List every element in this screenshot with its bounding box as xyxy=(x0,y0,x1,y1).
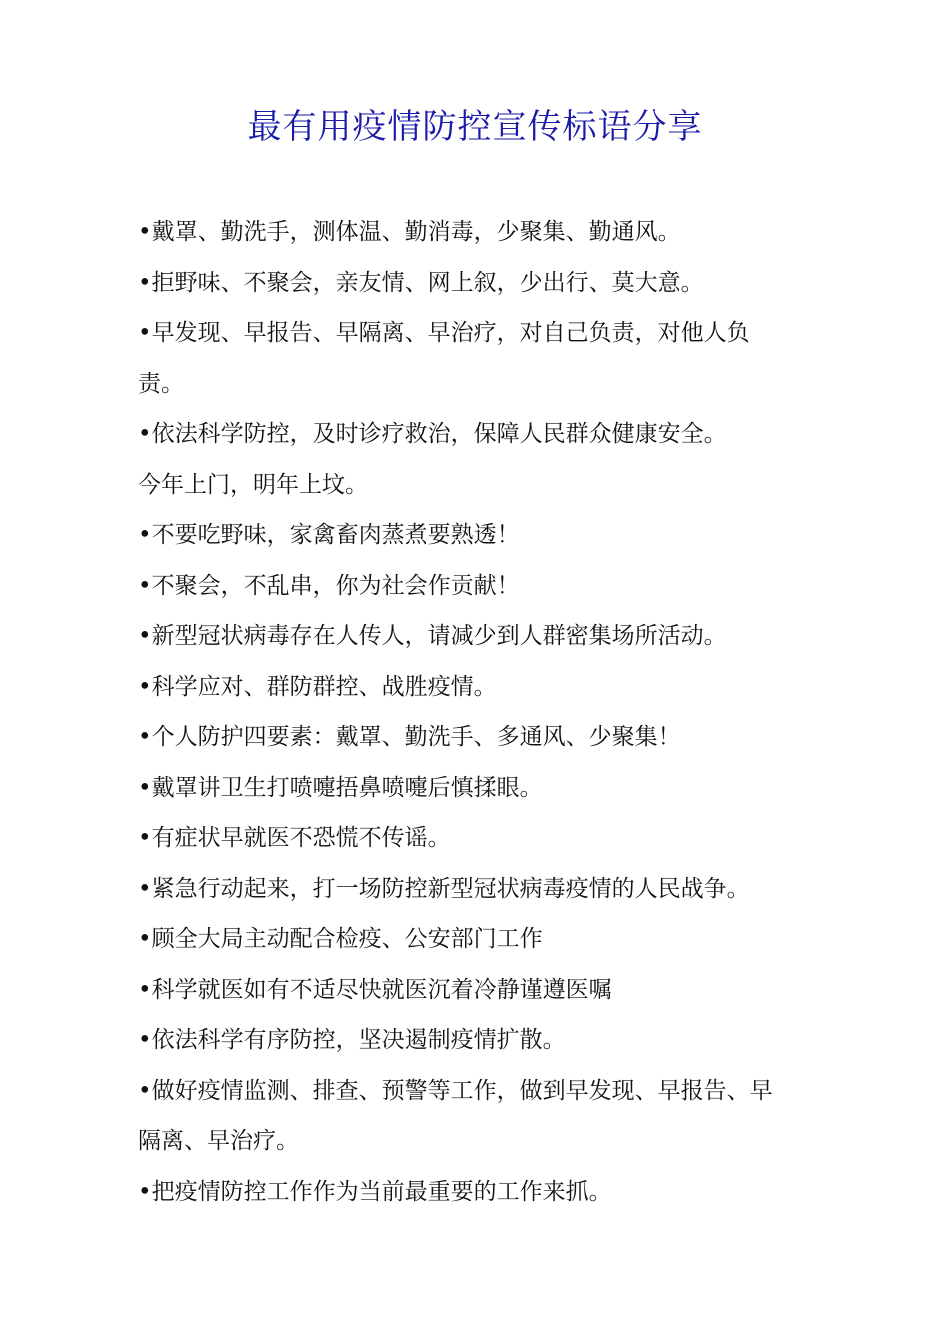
document-title: 最有用疫情防控宣传标语分享 xyxy=(247,107,703,147)
slogan-line: •有症状早就医不恐慌不传谣。 xyxy=(138,825,451,851)
slogan-line: •依法科学防控，及时诊疗救治，保障人民群众健康安全。 xyxy=(138,421,727,447)
slogan-line: •科学就医如有不适尽快就医沉着冷静谨遵医嘱 xyxy=(138,976,612,1003)
slogan-line: •顾全大局主动配合检疫、公安部门工作 xyxy=(138,926,543,952)
slogan-line: •把疫情防控工作作为当前最重要的工作来抓。 xyxy=(138,1178,612,1205)
slogan-line: 隔离、早治疗。 xyxy=(138,1128,299,1154)
slogan-list xyxy=(138,207,823,1217)
slogan-line: •做好疫情监测、排查、预警等工作，做到早发现、早报告、早 xyxy=(138,1077,773,1104)
slogan-line: •戴罩讲卫生打喷嚏捂鼻喷嚏后慎揉眼。 xyxy=(138,774,543,801)
slogan-line: •科学应对、群防群控、战胜疫情。 xyxy=(138,673,497,700)
slogan-line: •戴罩、勤洗手，测体温、勤消毒，少聚集、勤通风。 xyxy=(138,219,681,245)
slogan-line: 今年上门，明年上坟。 xyxy=(138,471,368,498)
slogan-line: •依法科学有序防控，坚决遏制疫情扩散。 xyxy=(138,1027,566,1053)
slogan-line: •紧急行动起来，打一场防控新型冠状病毒疫情的人民战争。 xyxy=(138,875,750,902)
slogan-line: •新型冠状病毒存在人传人，请减少到人群密集场所活动。 xyxy=(138,623,727,649)
slogan-line: •不要吃野味，家禽畜肉蒸煮要熟透！ xyxy=(138,522,520,548)
slogan-line: 责。 xyxy=(138,370,184,397)
slogan-line: •个人防护四要素：戴罩、勤洗手、多通风、少聚集！ xyxy=(138,724,681,750)
slogan-line: •早发现、早报告、早隔离、早治疗，对自己负责，对他人负 xyxy=(138,320,750,346)
slogan-line: •不聚会，不乱串，你为社会作贡献！ xyxy=(138,572,520,599)
slogan-line: •拒野味、不聚会，亲友情、网上叙，少出行、莫大意。 xyxy=(138,269,704,296)
